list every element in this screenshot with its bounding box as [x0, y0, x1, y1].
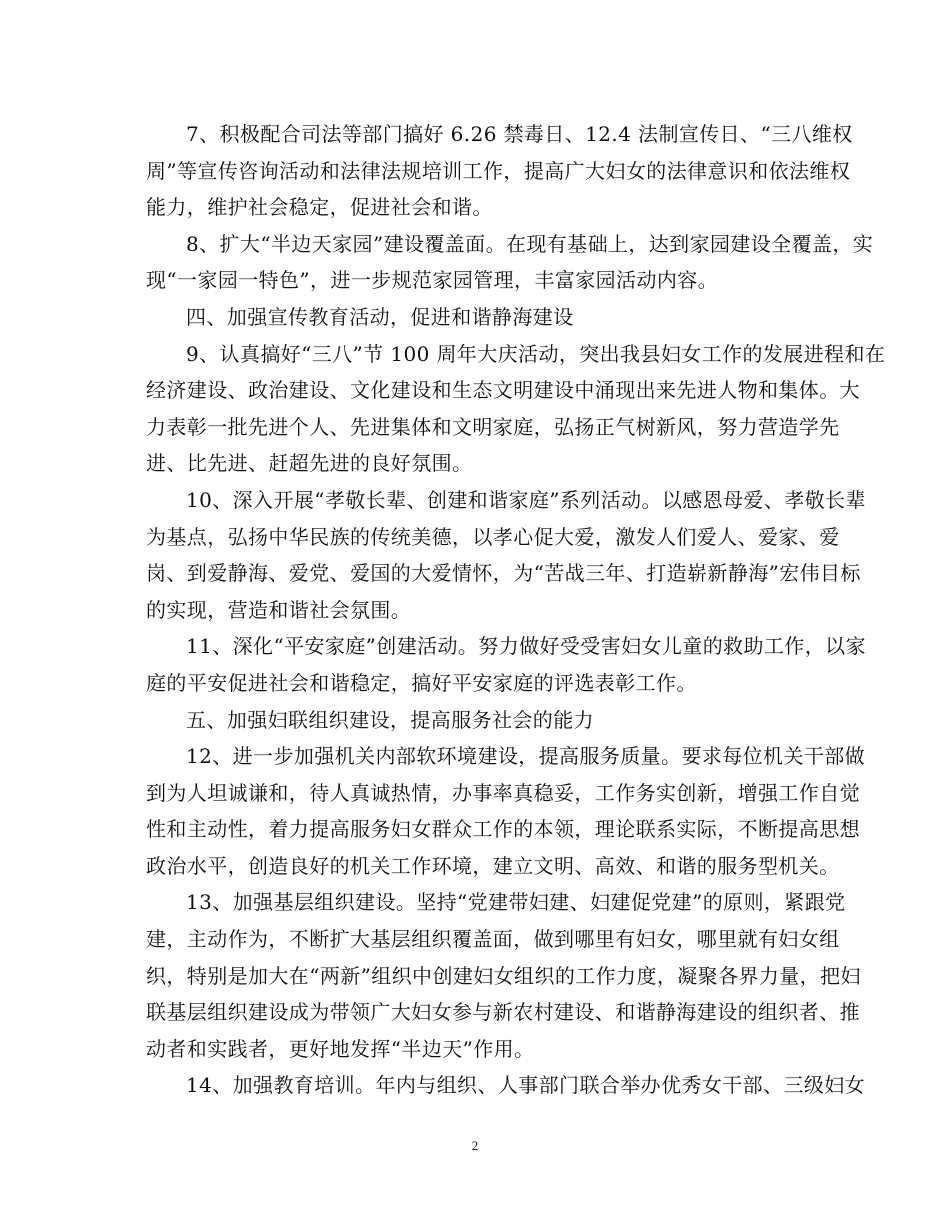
text-line: 联基层组织建设成为带领广大妇女参与新农村建设、和谐静海建设的组织者、推	[146, 1000, 860, 1025]
text-line: 进、比先进、赶超先进的良好氛围。	[146, 451, 473, 476]
text-line: 14、加强教育培训。年内与组织、人事部门联合举办优秀女干部、三级妇女	[186, 1073, 866, 1098]
text-line: 到为人坦诚谦和，待人真诚热情，办事率真稳妥，工作务实创新，增强工作自觉	[146, 780, 860, 805]
text-line: 建，主动作为，不断扩大基层组织覆盖面，做到哪里有妇女，哪里就有妇女组	[146, 927, 840, 952]
text-line: 性和主动性，着力提高服务妇女群众工作的本领，理论联系实际，不断提高思想	[146, 817, 860, 842]
text-line: 五、加强妇联组织建设，提高服务社会的能力	[186, 707, 594, 732]
text-line: 的实现，营造和谐社会氛围。	[146, 597, 412, 622]
text-line: 为基点，弘扬中华民族的传统美德，以孝心促大爱，激发人们爱人、爱家、爱	[146, 524, 840, 549]
text-line: 周”等宣传咨询活动和法律法规培训工作，提高广大妇女的法律意识和依法维权	[146, 158, 851, 183]
text-line: 四、加强宣传教育活动，促进和谐静海建设	[186, 304, 574, 329]
text-line: 力表彰一批先进个人、先进集体和文明家庭，弘扬正气树新风，努力营造学先	[146, 414, 840, 439]
text-line: 11、深化“平安家庭”创建活动。努力做好受受害妇女儿童的救助工作，以家	[186, 634, 866, 659]
text-line: 政治水平，创造良好的机关工作环境，建立文明、高效、和谐的服务型机关。	[146, 853, 840, 878]
text-line: 10、深入开展“孝敬长辈、创建和谐家庭”系列活动。以感恩母爱、孝敬长辈	[186, 487, 866, 512]
text-line: 岗、到爱静海、爱党、爱国的大爱情怀，为“苦战三年、打造崭新静海”宏伟目标	[146, 561, 861, 586]
text-line: 现“一家园一特色”，进一步规范家园管理，丰富家园活动内容。	[146, 268, 719, 293]
text-line: 织，特别是加大在“两新”组织中创建妇女组织的工作力度，凝聚各界力量，把妇	[146, 963, 861, 988]
text-line: 12、进一步加强机关内部软环境建设，提高服务质量。要求每位机关干部做	[186, 744, 866, 769]
text-line: 庭的平安促进社会和谐稳定，搞好平安家庭的评选表彰工作。	[146, 670, 697, 695]
text-line: 动者和实践者，更好地发挥“半边天”作用。	[146, 1036, 535, 1061]
document-body	[146, 116, 886, 1104]
text-line: 7、积极配合司法等部门搞好 6.26 禁毒日、12.4 法制宣传日、“三八维权	[186, 122, 853, 146]
text-line: 经济建设、政治建设、文化建设和生态文明建设中涌现出来先进人物和集体。大	[146, 378, 860, 403]
text-line: 9、认真搞好“三八”节 100 周年大庆活动，突出我县妇女工作的发展进程和在	[186, 341, 886, 366]
page-number: 2	[471, 1138, 479, 1153]
text-line: 13、加强基层组织建设。坚持“党建带妇建、妇建促党建”的原则，紧跟党	[186, 890, 846, 915]
text-line: 8、扩大“半边天家园”建设覆盖面。在现有基础上，达到家园建设全覆盖，实	[186, 231, 874, 256]
text-line: 能力，维护社会稳定，促进社会和谐。	[146, 195, 493, 220]
